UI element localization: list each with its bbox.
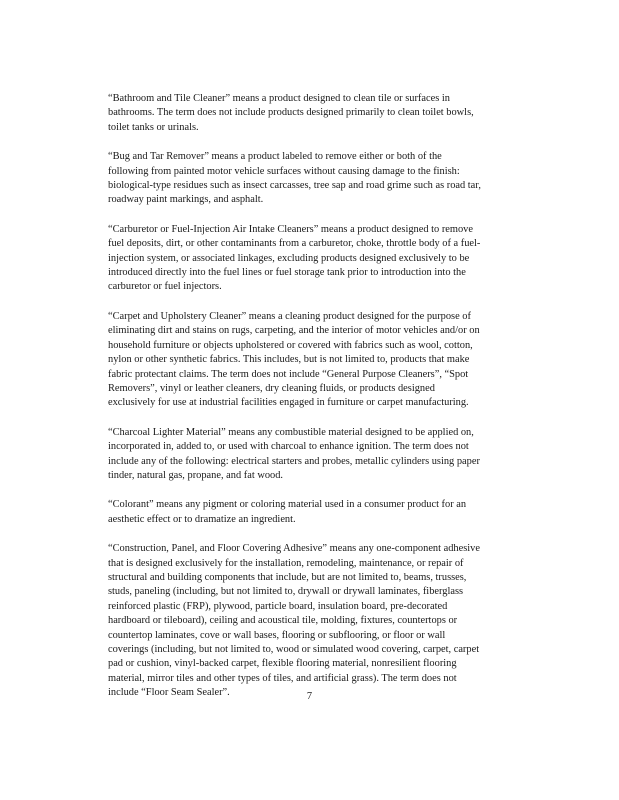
definition-bug-and-tar-remover: [108, 150, 548, 208]
text-line: include “Floor Seam Sealer”.: [108, 687, 230, 699]
text-line: pad or cushion, vinyl-backed carpet, flexible flooring material, nonresilient flooring: [108, 658, 457, 670]
text-line: hardboard or tileboard), ceiling and acoustical tile, molding, fixtures, countertops or: [108, 615, 458, 627]
definition-carpet-and-upholstery-cleaner: [108, 310, 548, 411]
text-line: biological-type residues such as insect carcasses, tree sap and road grime such as road tar,: [108, 180, 481, 192]
text-line: exclusively for use at industrial facilities engaged in furniture or carpet manufacturing.: [108, 397, 469, 409]
text-line: injection system, or associated linkages, excluding products designed exclusively to be: [108, 252, 470, 264]
text-line: “Construction, Panel, and Floor Covering Adhesive” means any one-component adhesive: [108, 543, 480, 555]
text-line: incorporated in, added to, or used with charcoal to enhance ignition. The term does not: [108, 441, 469, 453]
text-line: eliminating dirt and stains on rugs, carpeting, and the interior of motor vehicles and/or on: [108, 325, 480, 337]
text-line: toilet tanks or urinals.: [108, 121, 199, 133]
text-line: tinder, natural gas, propane, and fat wood.: [108, 469, 284, 481]
text-line: “Bathroom and Tile Cleaner” means a product designed to clean tile or surfaces in: [108, 93, 450, 104]
text-line: “Carpet and Upholstery Cleaner” means a cleaning product designed for the purpose of: [108, 310, 471, 322]
text-line: “Charcoal Lighter Material” means any combustible material designed to be applied on,: [108, 426, 474, 438]
text-line: aesthetic effect or to dramatize an ingredient.: [108, 513, 296, 525]
text-line: following from painted motor vehicle surfaces without causing damage to the finish:: [108, 165, 460, 177]
definition-construction-panel-floor-covering-adhesive: [108, 542, 548, 700]
text-line: household furniture or objects upholstered or covered with fabrics such as wool, cotton,: [108, 339, 473, 351]
definition-charcoal-lighter-material: [108, 426, 548, 484]
text-line: “Carburetor or Fuel-Injection Air Intake Cleaners” means a product designed to remove: [108, 223, 473, 235]
text-line: fabric protectant claims. The term does not include “General Purpose Cleaners”, “Spot: [108, 368, 469, 380]
text-line: carburetor or fuel injectors.: [108, 281, 222, 293]
text-line: “Colorant” means any pigment or coloring material used in a consumer product for an: [108, 499, 467, 511]
text-line: introduced directly into the fuel lines or fuel storage tank prior to introduction into the: [108, 267, 466, 279]
text-line: fuel deposits, dirt, or other contaminants from a carburetor, choke, throttle body of a fuel-: [108, 238, 481, 250]
definition-carburetor-cleaners: [108, 223, 548, 295]
definition-bathroom-and-tile-cleaner: [108, 92, 548, 135]
document-body: [108, 92, 548, 716]
text-line: reinforced plastic (FRP), plywood, particle board, insulation board, pre-decorated: [108, 600, 448, 612]
text-line: “Bug and Tar Remover” means a product labeled to remove either or both of the: [108, 151, 442, 163]
text-line: roadway paint markings, and asphalt.: [108, 194, 264, 206]
page-number: 7: [306, 691, 313, 702]
text-line: include any of the following: electrical starters and probes, metallic cylinders using paper: [108, 455, 480, 467]
text-line: structural and building components that include, but are not limited to, beams, trusses,: [108, 571, 467, 583]
text-line: that is designed exclusively for the installation, remodeling, maintenance, or repair of: [108, 557, 464, 569]
definition-colorant: [108, 498, 548, 527]
text-line: material, mirror tiles and other types of tiles, and artificial grass). The term does not: [108, 672, 457, 684]
text-line: studs, paneling (including, but not limited to, drywall or drywall laminates, fiberglass: [108, 586, 464, 598]
text-line: countertop laminates, cove or wall bases, flooring or subflooring, or floor or wall: [108, 629, 446, 641]
text-line: coverings (including, but not limited to, wood or simulated wood covering, carpet, carpet: [108, 644, 480, 655]
text-line: nylon or other synthetic fabrics. This includes, but is not limited to, products that make: [108, 354, 470, 366]
text-line: bathrooms. The term does not include products designed primarily to clean toilet bowls,: [108, 107, 474, 119]
text-line: Removers”, vinyl or leather cleaners, dry cleaning fluids, or products designed: [108, 382, 435, 394]
